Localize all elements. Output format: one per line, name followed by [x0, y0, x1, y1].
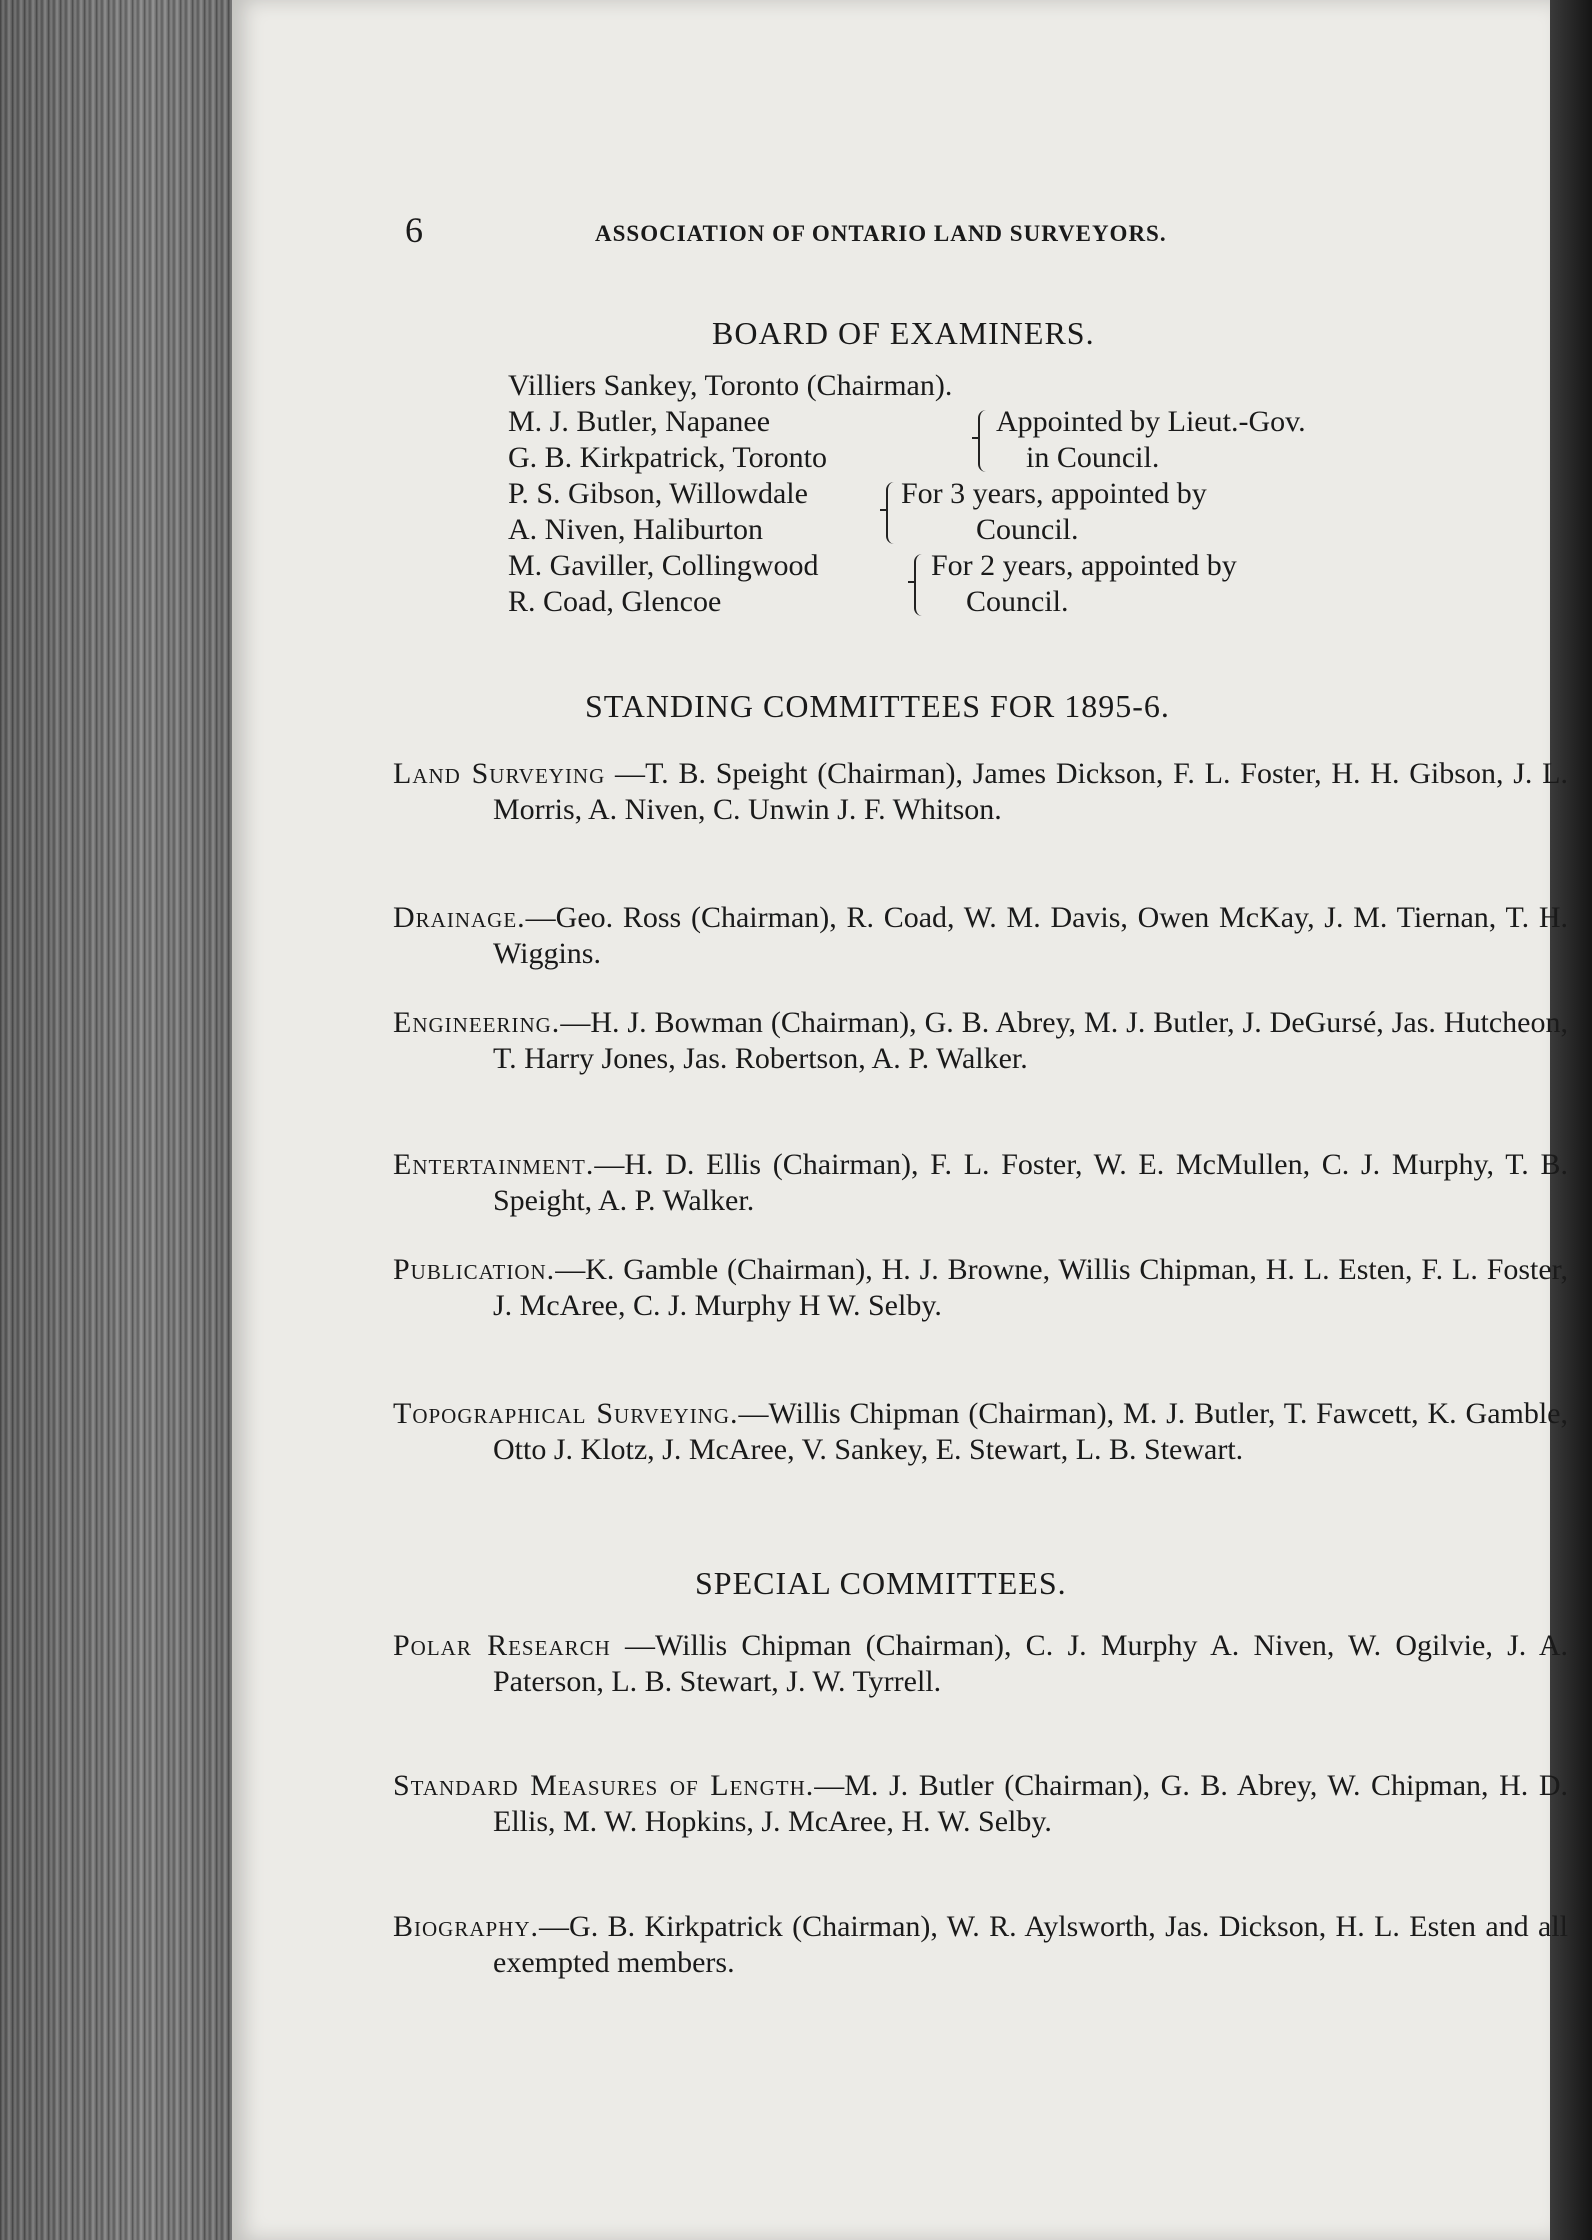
- committee-members: Willis Chipman (Chairman), C. J. Murphy A. Niven, W. Ogilvie, J. A. Paterson, L. B. Stewart, J. W. Tyrrell.: [493, 1629, 1569, 1698]
- committee-label: Biography.: [393, 1910, 540, 1943]
- page-edge: [0, 0, 250, 2240]
- board-row: M. Gaviller, Collingwood For 2 years, appointed by: [508, 549, 1237, 582]
- brace-icon: [978, 410, 992, 472]
- committee-entry: Topographical Surveying.—Willis Chipman (Chairman), M. J. Butler, T. Fawcett, K. Gamble, Otto J. Klotz, J. McAree, V. Sankey, E. Stewart, L. B. Stewart.: [393, 1397, 1569, 1466]
- committee-entry: Engineering.—H. J. Bowman (Chairman), G. B. Abrey, M. J. Butler, J. DeGursé, Jas. Hutcheon, T. Harry Jones, Jas. Robertson, A. P. Walker.: [393, 1006, 1568, 1075]
- board-of-examiners: [508, 368, 1408, 620]
- brace-icon: [886, 482, 900, 544]
- committee-label: Standard Measures of Length.: [393, 1769, 815, 1802]
- committee-label: Land Surveying: [393, 757, 606, 790]
- board-row: R. Coad, Glencoe Council.: [508, 585, 1069, 618]
- committee-entry: Biography.—G. B. Kirkpatrick (Chairman), W. R. Aylsworth, Jas. Dickson, H. L. Esten and all exempted members.: [393, 1910, 1568, 1979]
- committee-members: M. J. Butler (Chairman), G. B. Abrey, W. Chipman, H. D. Ellis, M. W. Hopkins, J. McAree, H. W. Selby.: [493, 1769, 1568, 1838]
- committee-label: Drainage.: [393, 901, 526, 934]
- special-committees-heading: SPECIAL COMMITTEES.: [695, 1565, 1067, 1601]
- standing-committees-heading: STANDING COMMITTEES FOR 1895-6.: [585, 688, 1170, 724]
- committee-entry: Entertainment.—H. D. Ellis (Chairman), F. L. Foster, W. E. McMullen, C. J. Murphy, T. B. Speight, A. P. Walker.: [393, 1148, 1568, 1217]
- board-row: G. B. Kirkpatrick, Toronto in Council.: [508, 441, 1160, 474]
- committee-label: Topographical Surveying.: [393, 1397, 739, 1430]
- committee-label: Publication.: [393, 1253, 556, 1286]
- committee-entry: Land Surveying —T. B. Speight (Chairman), James Dickson, F. L. Foster, H. H. Gibson, J. L. Morris, A. Niven, C. Unwin J. F. Whitson.: [393, 757, 1569, 826]
- committee-label: Entertainment.: [393, 1148, 595, 1181]
- board-row: A. Niven, Haliburton Council.: [508, 513, 1079, 546]
- page-number: 6: [405, 210, 424, 250]
- board-row: P. S. Gibson, Willowdale For 3 years, appointed by: [508, 477, 1207, 510]
- right-edge: [1550, 0, 1592, 2240]
- committee-members: Geo. Ross (Chairman), R. Coad, W. M. Davis, Owen McKay, J. M. Tiernan, T. H. Wiggins.: [493, 901, 1568, 970]
- committee-entry: Publication.—K. Gamble (Chairman), H. J. Browne, Willis Chipman, H. L. Esten, F. L. Foster, J. McAree, C. J. Murphy H W. Selby.: [393, 1253, 1568, 1322]
- committee-label: Engineering.: [393, 1006, 561, 1039]
- committee-members: H. D. Ellis (Chairman), F. L. Foster, W. E. McMullen, C. J. Murphy, T. B. Speight, A. P. Walker.: [493, 1148, 1568, 1217]
- committee-members: G. B. Kirkpatrick (Chairman), W. R. Aylsworth, Jas. Dickson, H. L. Esten and all exempted members.: [493, 1910, 1568, 1979]
- committee-members: T. B. Speight (Chairman), James Dickson, F. L. Foster, H. H. Gibson, J. L. Morris, A. Niven, C. Unwin J. F. Whitson.: [493, 757, 1569, 826]
- committee-label: Polar Research: [393, 1629, 611, 1662]
- committee-members: K. Gamble (Chairman), H. J. Browne, Willis Chipman, H. L. Esten, F. L. Foster, J. McAree, C. J. Murphy H W. Selby.: [493, 1253, 1568, 1322]
- committee-entry: Standard Measures of Length.—M. J. Butler (Chairman), G. B. Abrey, W. Chipman, H. D. Ellis, M. W. Hopkins, J. McAree, H. W. Selby.: [393, 1769, 1568, 1838]
- committee-members: H. J. Bowman (Chairman), G. B. Abrey, M. J. Butler, J. DeGursé, Jas. Hutcheon, T. Harry Jones, Jas. Robertson, A. P. Walker.: [493, 1006, 1568, 1075]
- brace-icon: [914, 554, 928, 616]
- chairman-line: Villiers Sankey, Toronto (Chairman).: [508, 369, 953, 402]
- committee-entry: Drainage.—Geo. Ross (Chairman), R. Coad, W. M. Davis, Owen McKay, J. M. Tiernan, T. H. Wiggins.: [393, 901, 1568, 970]
- board-row: M. J. Butler, Napanee Appointed by Lieut.-Gov.: [508, 405, 1306, 438]
- committee-members: Willis Chipman (Chairman), M. J. Butler, T. Fawcett, K. Gamble, Otto J. Klotz, J. McAree, V. Sankey, E. Stewart, L. B. Stewart.: [493, 1397, 1569, 1466]
- board-heading: BOARD OF EXAMINERS.: [712, 315, 1095, 351]
- running-title: ASSOCIATION OF ONTARIO LAND SURVEYORS.: [595, 221, 1167, 246]
- committee-entry: Polar Research —Willis Chipman (Chairman), C. J. Murphy A. Niven, W. Ogilvie, J. A. Paterson, L. B. Stewart, J. W. Tyrrell.: [393, 1629, 1569, 1698]
